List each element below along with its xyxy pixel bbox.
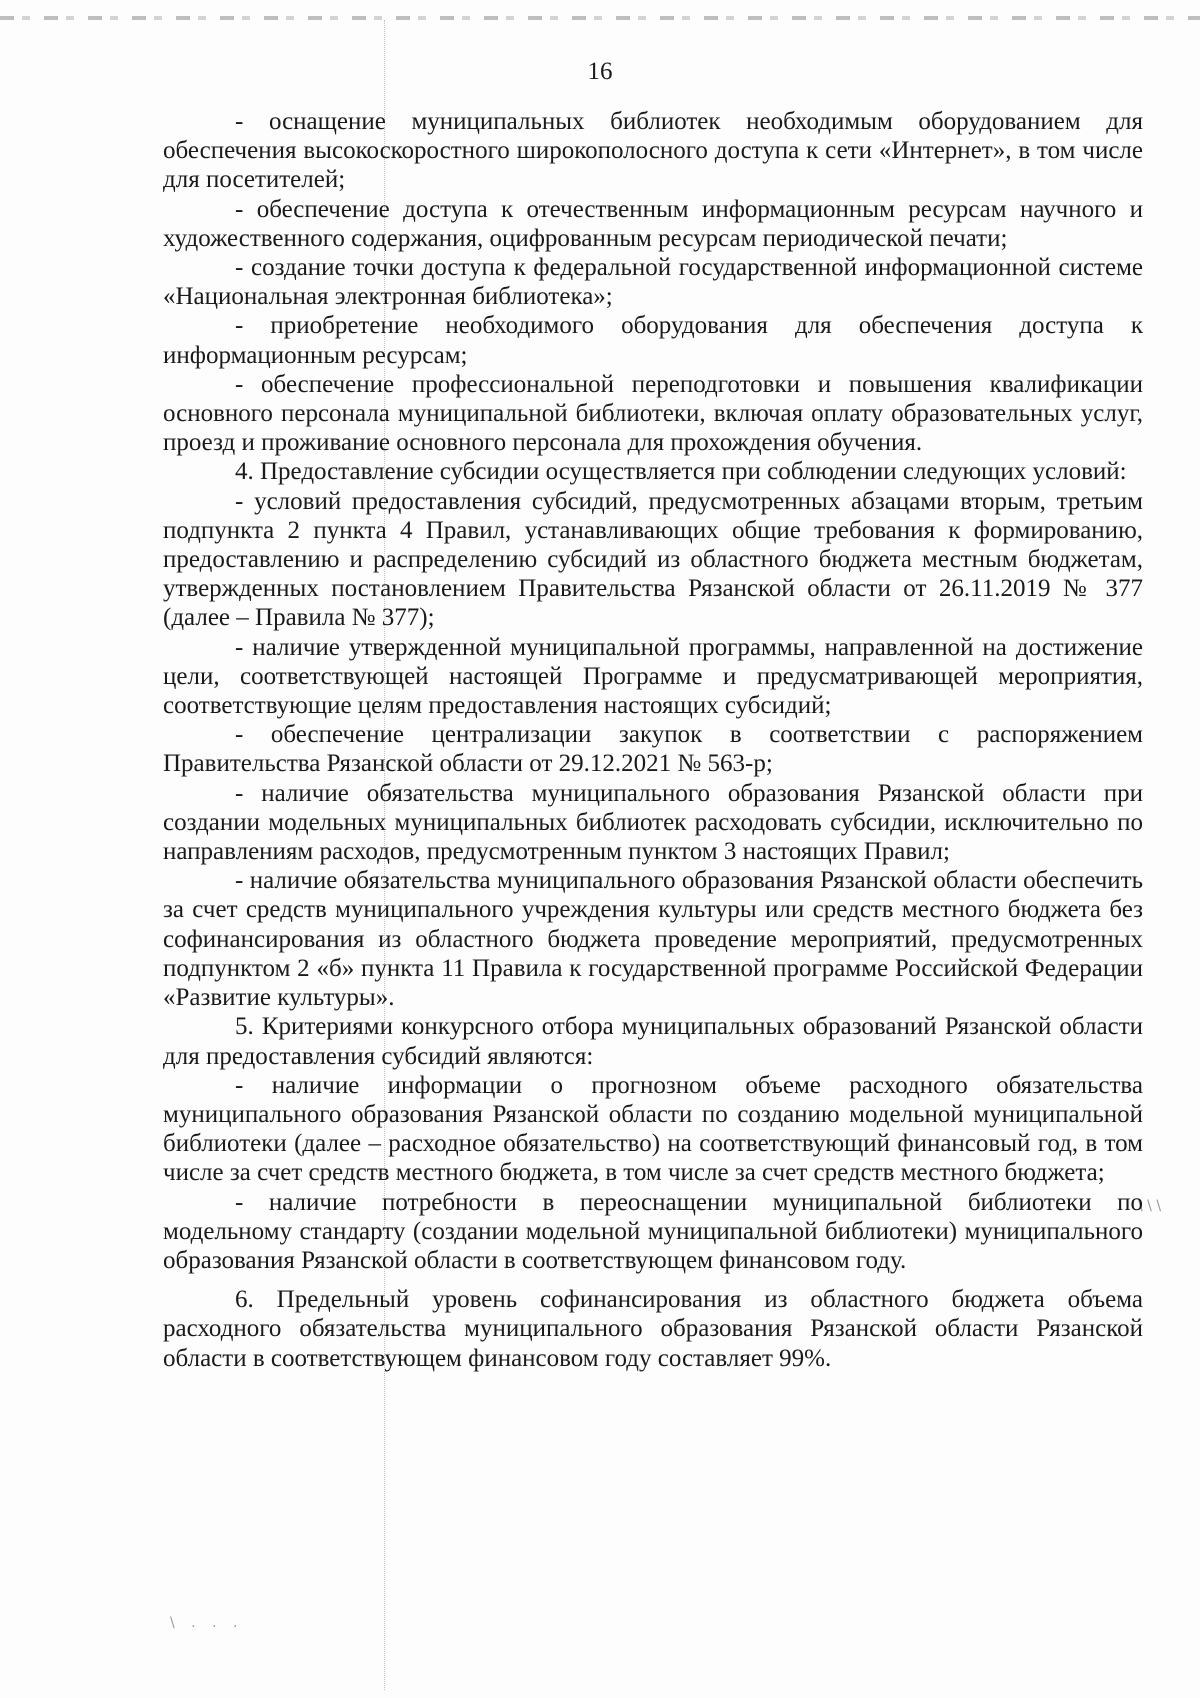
paragraph-access-point: - создание точки доступа к федеральной государственной информационной системе «Национальная электронная библиотека»; [163,254,1143,311]
paragraph-staff-training: - обеспечение профессиональной переподготовки и повышения квалификации основного персонала муниципальной библиотеки, включая оплату образовательных услуг, проезд и проживание основного персонала для прохождения обучения. [163,370,1143,457]
document-body [163,107,1143,1373]
paragraph-forecast-info: - наличие информации о прогнозном объеме расходного обязательства муниципального образования Рязанской области по созданию модельной муниципальной библиотеки (далее – расходное обязательство) на соответствующий финансовый год, в том числе за счет средств местного бюджета, в том числе за счет средств местного бюджета; [163,1071,1143,1187]
paragraph-section-5: 5. Критериями конкурсного отбора муниципальных образований Рязанской области для предоставления субсидий являются: [163,1013,1143,1070]
page-number: 16 [587,58,613,85]
paragraph-procurement: - обеспечение централизации закупок в соответствии с распоряжением Правительства Рязанской области от 29.12.2021 № 563-р; [163,721,1143,778]
paragraph-section-6: 6. Предельный уровень софинансирования из областного бюджета объема расходного обязательства муниципального образования Рязанской области Рязанской области в соответствующем финансовом году составляет 99%. [163,1286,1143,1372]
paragraph-equipment-internet: - оснащение муниципальных библиотек необходимым оборудованием для обеспечения высокоскоростного широкополосного доступа к сети «Интернет», в том числе для посетителей; [163,108,1143,194]
paragraph-obligation-spending: - наличие обязательства муниципального образования Рязанской области при создании модельных муниципальных библиотек расходовать субсидии, исключительно по направлениям расходов, предусмотренным пунктом 3 настоящих Правил; [163,779,1143,866]
paragraph-equipment-purchase: - приобретение необходимого оборудования для обеспечения доступа к информационным ресурсам; [163,312,1143,369]
paragraph-section-4: 4. Предоставление субсидии осуществляется при соблюдении следующих условий: [235,458,1127,486]
paragraph-obligation-funding: - наличие обязательства муниципального образования Рязанской области обеспечить за счет средств муниципального учреждения культуры или средств местного бюджета без софинансирования из областного бюджета проведение мероприятий, предусмотренных подпунктом 2 «б» пункта 11 Правила к государственной программе Российской Федерации «Развитие культуры». [163,867,1143,1012]
scan-specks: \ . . . [170,1615,244,1631]
paragraph-municipal-program: - наличие утвержденной муниципальной программы, направленной на достижение цели, соответствующей настоящей Программе и предусматривающей мероприятия, соответствующие целям предоставления настоящих субсидий; [163,633,1143,720]
paragraph-reequipment-need: - наличие потребности в переоснащении муниципальной библиотеки по модельному стандарту (создании модельной муниципальной библиотеки) муниципального образования Рязанской области в соответствующем финансовом году. [163,1188,1143,1274]
scan-edge-artifact [0,16,1200,20]
paragraph-access-resources: - обеспечение доступа к отечественным информационным ресурсам научного и художественного содержания, оцифрованным ресурсам периодической печати; [163,195,1143,252]
paragraph-conditions-rules: - условий предоставления субсидий, предусмотренных абзацами вторым, третьим подпункта 2 пункта 4 Правил, устанавливающих общие требования к формированию, предоставлению и распределению субсидий из областного бюджета местным бюджетам, утвержденных постановлением Правительства Рязанской области от 26.11.2019 № 377 (далее – Правила № 377); [163,487,1143,632]
scan-specks: \ \ \ [1138,1198,1162,1214]
